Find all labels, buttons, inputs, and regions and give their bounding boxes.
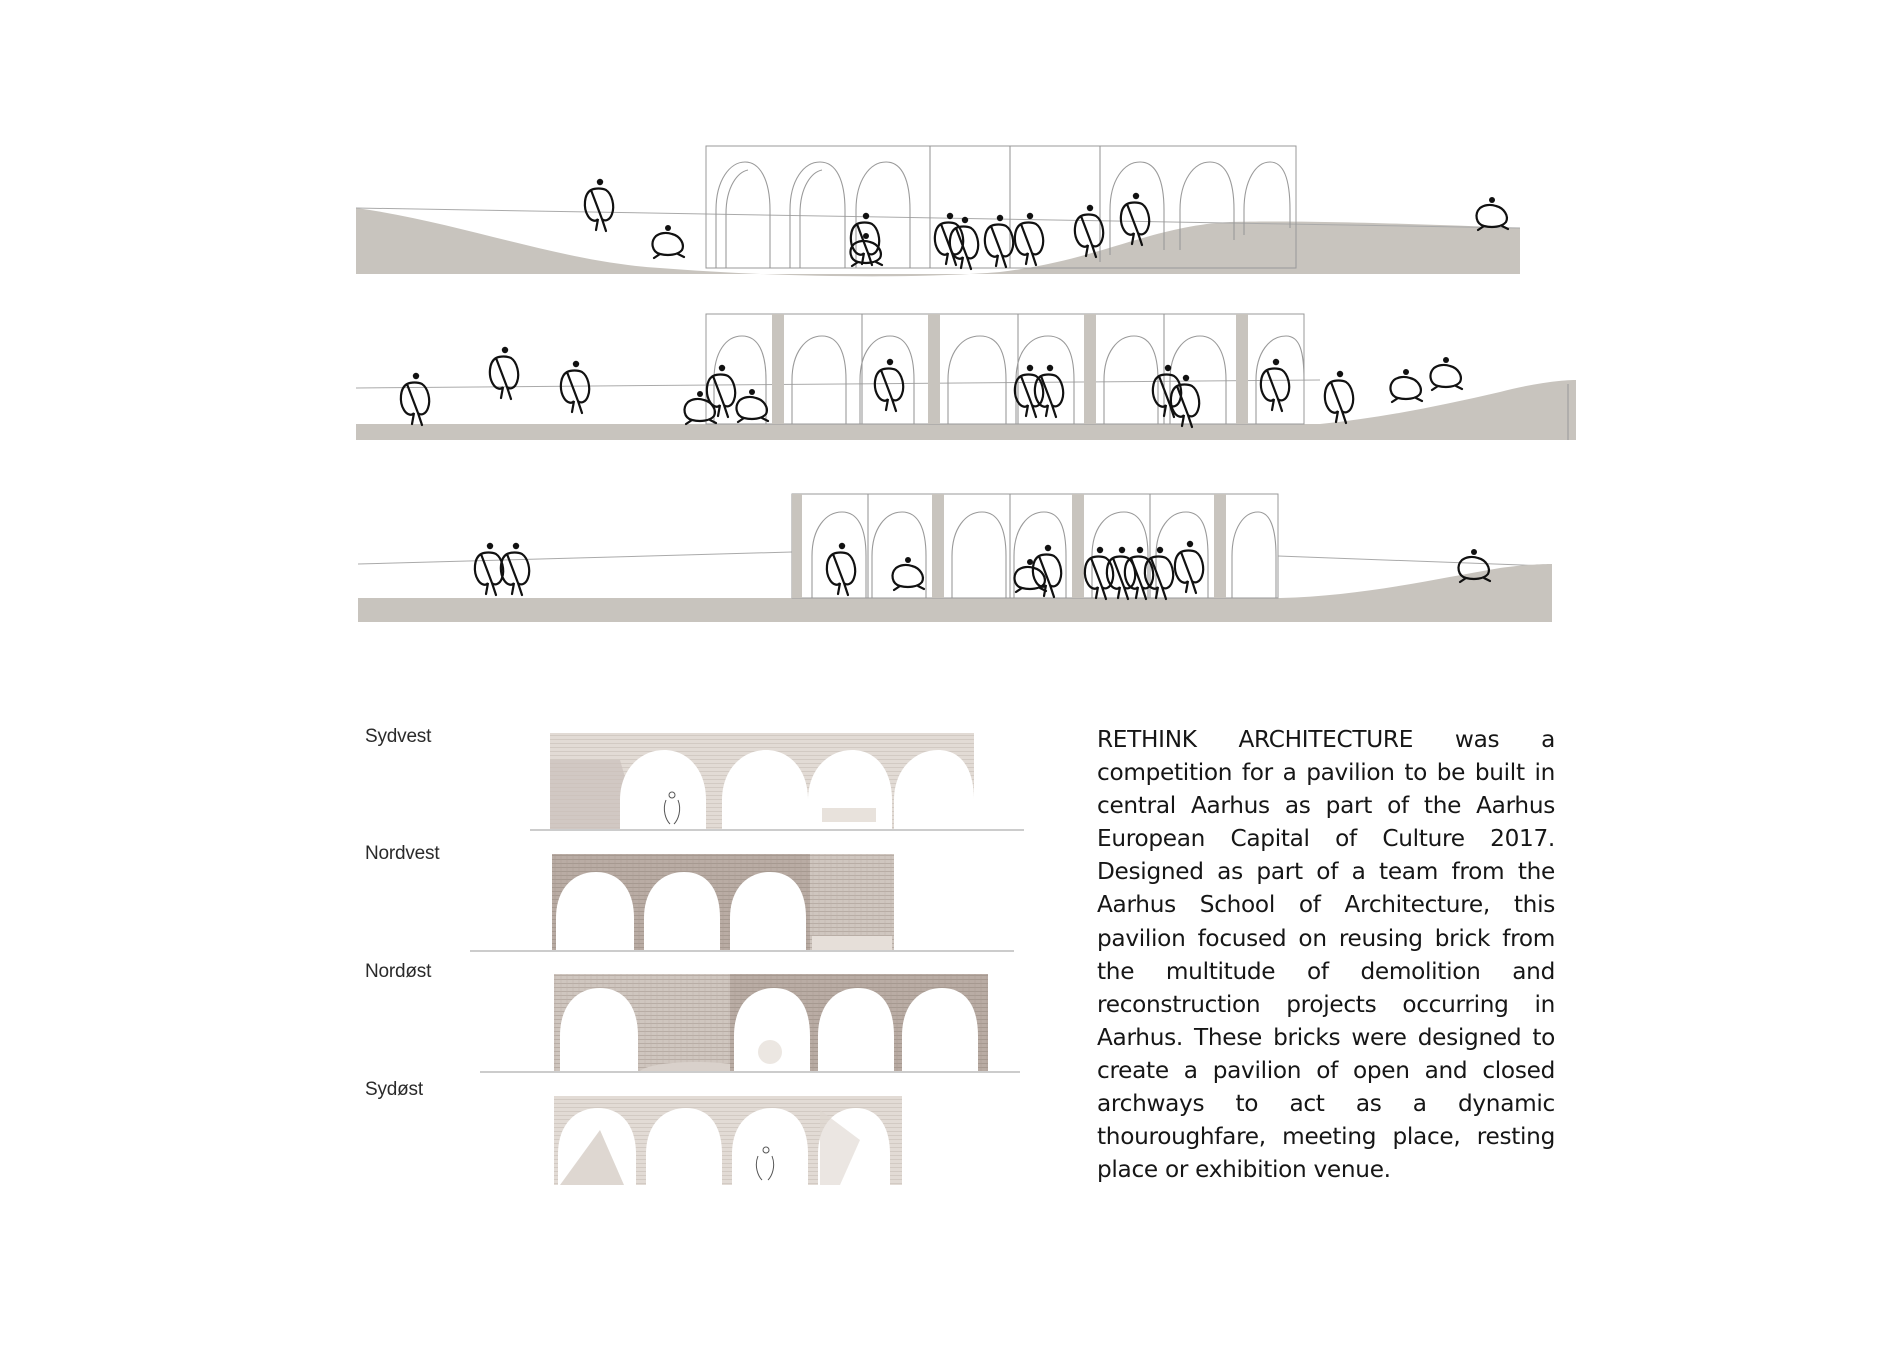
- elevation-sydost: [444, 1096, 1022, 1185]
- section-2: [356, 314, 1576, 440]
- elevation-label-sydost: Sydøst: [365, 1079, 423, 1100]
- elevation-label-nordvest: Nordvest: [365, 843, 440, 864]
- project-description: RETHINK ARCHITECTURE was a competition for a pavilion to be built in central Aarhus as part of the Aarhus European Capital of Culture 2017. Designed as part of a team from the Aarhus School of Architecture, this pavilion focused on reusing brick from the multitude of demolition and reconstruction projects occurring in Aarhus. These bricks were designed to create a pavilion of open and closed archways to act as a dynamic thouroughfare, meeting place, resting place or exhibition venue.: [1097, 726, 1555, 1184]
- elevation-label-nordost: Nordøst: [365, 961, 432, 982]
- elevation-sydvest: [530, 733, 1024, 830]
- section-3: [358, 494, 1552, 622]
- section-1: [356, 146, 1520, 276]
- section-drawings: [0, 0, 1883, 660]
- elevation-nordvest: [470, 854, 1014, 951]
- elevation-nordost: [480, 974, 1020, 1072]
- elevation-drawings: [430, 715, 1030, 1185]
- elevation-label-sydvest: Sydvest: [365, 726, 432, 747]
